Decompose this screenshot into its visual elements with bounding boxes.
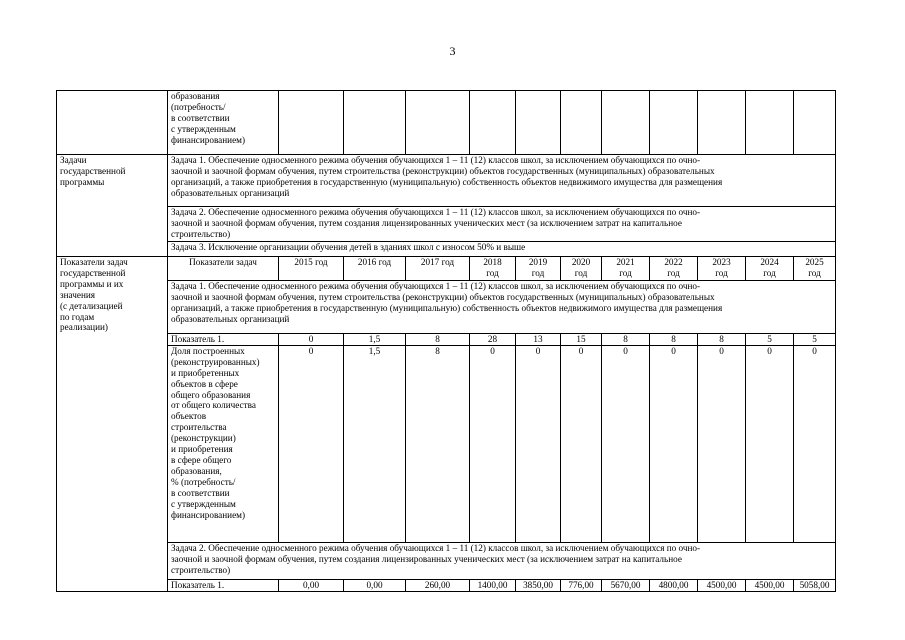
indicators-label: Показатели задач государственной программы и их значения (с детализацией по годам реализации) xyxy=(57,257,168,592)
indicator-value: 0 xyxy=(516,345,561,542)
indicator-value: 5 xyxy=(746,334,794,346)
header-year: 2018 год xyxy=(470,257,516,281)
header-year: 2016 год xyxy=(344,257,406,281)
indicator-value: 0 xyxy=(279,334,344,346)
header-year: 2021 год xyxy=(602,257,650,281)
table-row xyxy=(57,579,836,591)
header-year: 2019 год xyxy=(516,257,561,281)
table-row xyxy=(57,207,836,242)
header-indicators: Показатели задач xyxy=(168,257,279,281)
indicator-value: 0 xyxy=(746,345,794,542)
table-row xyxy=(57,242,836,257)
indicator-description: Доля построенных (реконструированных) и приобретенных объектов в сфере общего образования от общего количества объектов строительства (реконструкции) и приобретения в сфере общего образования, % (потребность/ в соответствии с утвержденным финансированием) xyxy=(168,345,279,542)
indicator-value: 260,00 xyxy=(406,579,470,591)
indicator-value: 5670,00 xyxy=(602,579,650,591)
indicator-value: 0,00 xyxy=(279,579,344,591)
table-row xyxy=(57,281,836,334)
indicator-value: 28 xyxy=(470,334,516,346)
table-row xyxy=(57,91,836,155)
table-row xyxy=(57,345,836,542)
indicator-value: 0 xyxy=(602,345,650,542)
header-year: 2025 год xyxy=(794,257,836,281)
header-year: 2023 год xyxy=(698,257,746,281)
task-2-text: Задача 2. Обеспечение односменного режима обучения обучающихся 1 – 11 (12) классов школ, за исключением обучающихся по очно- заочной и заочной формам обучения, путем создания лицензированных ученических мест (за исключением затрат на капитальное строительство) xyxy=(168,207,836,242)
indicator-value: 1400,00 xyxy=(470,579,516,591)
header-year: 2024 год xyxy=(746,257,794,281)
indicator-value: 0 xyxy=(794,345,836,542)
tasks-label: Задачи государственной программы xyxy=(57,155,168,257)
table-row xyxy=(57,542,836,579)
indicator-value: 15 xyxy=(561,334,602,346)
header-year: 2020 год xyxy=(561,257,602,281)
header-year: 2017 год xyxy=(406,257,470,281)
program-table xyxy=(56,90,836,592)
indicator-value: 0 xyxy=(561,345,602,542)
header-year: 2022 год xyxy=(650,257,698,281)
indicator-value: 13 xyxy=(516,334,561,346)
indicators-task-2-text: Задача 2. Обеспечение односменного режима обучения обучающихся 1 – 11 (12) классов школ, за исключением обучающихся по очно- заочной и заочной формам обучения, путем создания лицензированных ученических мест (за исключением затрат на капитальное строительство) xyxy=(168,542,836,579)
indicator-value: 0 xyxy=(698,345,746,542)
table-row xyxy=(57,155,836,207)
indicator-value: 5 xyxy=(794,334,836,346)
indicator-value: 776,00 xyxy=(561,579,602,591)
indicator-value: 5058,00 xyxy=(794,579,836,591)
table-header-row xyxy=(57,257,836,281)
indicator-value: 0 xyxy=(470,345,516,542)
indicator-value: 1,5 xyxy=(344,345,406,542)
indicator-value: 1,5 xyxy=(344,334,406,346)
indicator-value: 4800,00 xyxy=(650,579,698,591)
indicator-value: 3850,00 xyxy=(516,579,561,591)
indicator-value: 0 xyxy=(650,345,698,542)
task-3-text: Задача 3. Исключение организации обучения детей в зданиях школ с износом 50% и выше xyxy=(168,242,836,257)
indicator-value: 8 xyxy=(650,334,698,346)
indicator-value: 8 xyxy=(406,345,470,542)
indicator-title: Показатель 1. xyxy=(168,579,279,591)
indicator-desc-fragment: образования (потребность/ в соответствии с утвержденным финансированием) xyxy=(168,91,279,155)
indicator-value: 8 xyxy=(698,334,746,346)
indicator-value: 0 xyxy=(279,345,344,542)
indicator-value: 8 xyxy=(602,334,650,346)
indicator-value: 8 xyxy=(406,334,470,346)
indicators-task-1-text: Задача 1. Обеспечение односменного режима обучения обучающихся 1 – 11 (12) классов школ, за исключением обучающихся по очно- заочной и заочной формам обучения, путем строительства (реконструкции) объектов государственных (муниципальных) образовательных организаций, а также приобретения в государственную (муниципальную) собственность объектов недвижимого имущества для размещения образовательных организаций xyxy=(168,281,836,334)
indicator-value: 4500,00 xyxy=(746,579,794,591)
indicator-value: 0,00 xyxy=(344,579,406,591)
header-year: 2015 год xyxy=(279,257,344,281)
task-1-text: Задача 1. Обеспечение односменного режима обучения обучающихся 1 – 11 (12) классов школ, за исключением обучающихся по очно- заочной и заочной формам обучения, путем строительства (реконструкции) объектов государственных (муниципальных) образовательных организаций, а также приобретения в государственную (муниципальную) собственность объектов недвижимого имущества для размещения образовательных организаций xyxy=(168,155,836,207)
page-number: 3 xyxy=(449,44,456,58)
indicator-title: Показатель 1. xyxy=(168,334,279,346)
indicator-value: 4500,00 xyxy=(698,579,746,591)
table-row xyxy=(57,334,836,346)
